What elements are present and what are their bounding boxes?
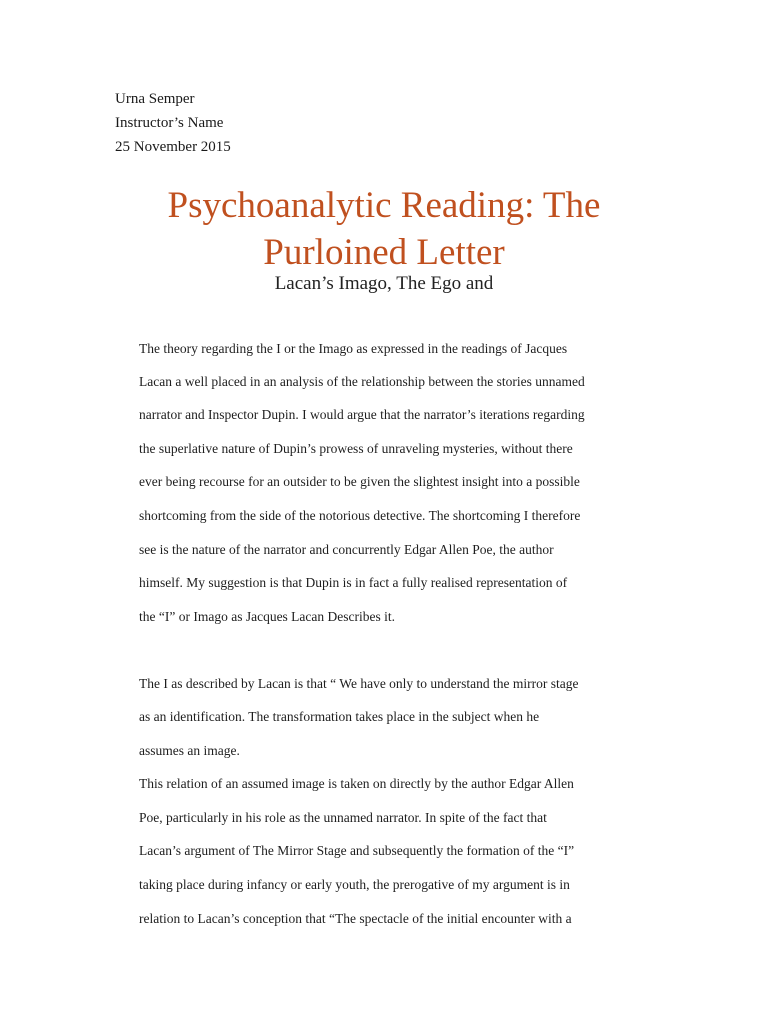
body-line: shortcoming from the side of the notorious detective. The shortcoming I therefore [139, 508, 581, 523]
body-line: Poe, particularly in his role as the unnamed narrator. In spite of the fact that [139, 810, 547, 825]
body-line: The theory regarding the I or the Imago as expressed in the readings of Jacques [139, 341, 568, 356]
author-name: Urna Semper [115, 91, 195, 107]
body-line: This relation of an assumed image is taken on directly by the author Edgar Allen [139, 776, 574, 791]
body-line: as an identification. The transformation takes place in the subject when he [139, 709, 540, 724]
title-line-1: Psychoanalytic Reading: The [167, 185, 601, 226]
document-subtitle: Lacan’s Imago, The Ego and [274, 273, 494, 294]
body-line: ever being recourse for an outsider to be given the slightest insight into a possible [139, 474, 580, 489]
body-line: the “I” or Imago as Jacques Lacan Describes it. [139, 609, 396, 624]
header-block [115, 87, 231, 159]
document-title [0, 182, 768, 276]
body-line: himself. My suggestion is that Dupin is in fact a fully realised representation of [139, 575, 568, 590]
title-line-2: Purloined Letter [263, 232, 505, 273]
instructor-name: Instructor’s Name [115, 115, 224, 131]
body-line: the superlative nature of Dupin’s prowess of unraveling mysteries, without there [139, 441, 573, 456]
body-line: relation to Lacan’s conception that “The spectacle of the initial encounter with a [139, 911, 572, 926]
body-line: narrator and Inspector Dupin. I would argue that the narrator’s iterations regarding [139, 407, 585, 422]
body-line: see is the nature of the narrator and concurrently Edgar Allen Poe, the author [139, 542, 554, 557]
body-line: The I as described by Lacan is that “ We have only to understand the mirror stage [139, 676, 579, 691]
body-line: Lacan a well placed in an analysis of the relationship between the stories unnamed [139, 374, 585, 389]
body-line: assumes an image. [139, 743, 240, 758]
body-line: Lacan’s argument of The Mirror Stage and subsequently the formation of the “I” [139, 843, 575, 858]
date: 25 November 2015 [115, 139, 231, 155]
body-line: taking place during infancy or early youth, the prerogative of my argument is in [139, 877, 570, 892]
